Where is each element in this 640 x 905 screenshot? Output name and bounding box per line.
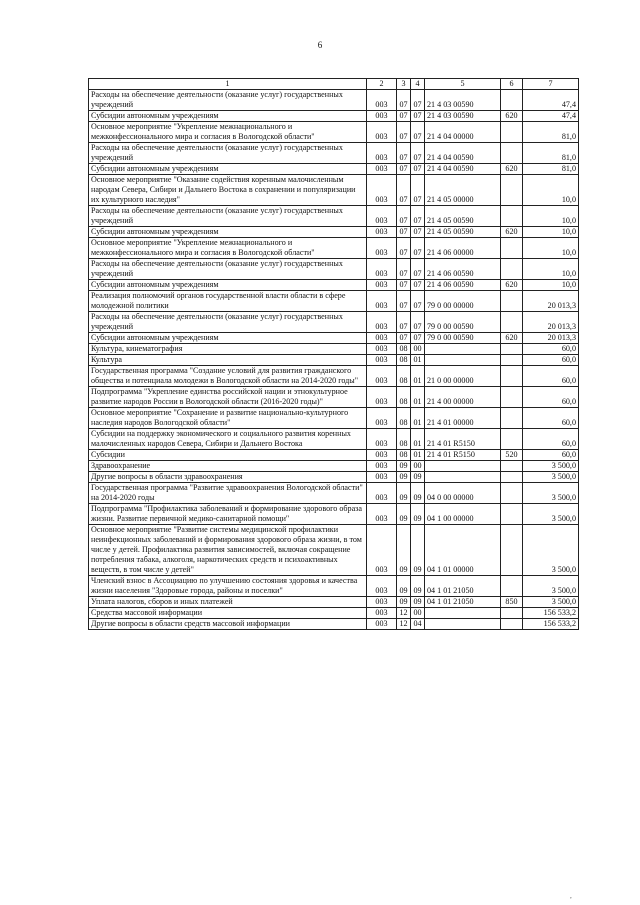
row-sum: 3 500,0 <box>523 597 579 608</box>
row-sum: 20 013,3 <box>523 291 579 312</box>
row-name: Уплата налогов, сборов и иных платежей <box>89 597 367 608</box>
row-pr: 01 <box>411 387 425 408</box>
row-name: Субсидии <box>89 450 367 461</box>
row-rz: 09 <box>397 597 411 608</box>
row-pr: 01 <box>411 450 425 461</box>
row-sum: 3 500,0 <box>523 472 579 483</box>
row-pr: 01 <box>411 355 425 366</box>
row-csr <box>425 608 501 619</box>
row-sum: 81,0 <box>523 164 579 175</box>
row-rz: 07 <box>397 312 411 333</box>
row-rz: 08 <box>397 450 411 461</box>
row-csr: 21 4 01 00000 <box>425 408 501 429</box>
row-ved: 003 <box>367 387 397 408</box>
row-ved: 003 <box>367 366 397 387</box>
row-name: Субсидии автономным учреждениям <box>89 227 367 238</box>
row-sum: 3 500,0 <box>523 576 579 597</box>
table-row <box>89 111 579 122</box>
row-vr <box>501 366 523 387</box>
row-csr: 79 0 00 00590 <box>425 312 501 333</box>
header-cell: 4 <box>411 79 425 90</box>
row-vr: 620 <box>501 227 523 238</box>
row-pr: 09 <box>411 504 425 525</box>
row-ved: 003 <box>367 608 397 619</box>
row-sum: 3 500,0 <box>523 483 579 504</box>
row-vr <box>501 472 523 483</box>
row-pr: 07 <box>411 238 425 259</box>
row-vr: 620 <box>501 164 523 175</box>
table-row <box>89 344 579 355</box>
row-sum: 10,0 <box>523 175 579 206</box>
row-sum: 10,0 <box>523 238 579 259</box>
row-name: Субсидии автономным учреждениям <box>89 280 367 291</box>
row-ved: 003 <box>367 291 397 312</box>
row-pr: 07 <box>411 206 425 227</box>
row-name: Другие вопросы в области средств массовой информации <box>89 619 367 630</box>
row-ved: 003 <box>367 355 397 366</box>
row-sum: 156 533,2 <box>523 619 579 630</box>
row-pr: 07 <box>411 143 425 164</box>
table-row <box>89 461 579 472</box>
row-pr: 07 <box>411 90 425 111</box>
row-pr: 04 <box>411 619 425 630</box>
row-sum: 60,0 <box>523 355 579 366</box>
row-ved: 003 <box>367 122 397 143</box>
row-pr: 07 <box>411 175 425 206</box>
row-vr <box>501 355 523 366</box>
row-vr <box>501 206 523 227</box>
table-row <box>89 90 579 111</box>
row-sum: 3 500,0 <box>523 525 579 576</box>
header-cell: 1 <box>89 79 367 90</box>
row-csr: 21 0 00 00000 <box>425 366 501 387</box>
row-vr: 520 <box>501 450 523 461</box>
row-rz: 08 <box>397 408 411 429</box>
row-pr: 07 <box>411 291 425 312</box>
row-ved: 003 <box>367 408 397 429</box>
row-vr <box>501 608 523 619</box>
row-pr: 07 <box>411 259 425 280</box>
table-row <box>89 238 579 259</box>
row-pr: 09 <box>411 472 425 483</box>
row-csr: 21 4 01 R5150 <box>425 450 501 461</box>
row-sum: 60,0 <box>523 387 579 408</box>
row-csr <box>425 344 501 355</box>
row-vr <box>501 312 523 333</box>
row-ved: 003 <box>367 333 397 344</box>
row-vr <box>501 175 523 206</box>
scan-mark: , <box>570 892 572 900</box>
row-csr: 79 0 00 00590 <box>425 333 501 344</box>
row-name: Культура <box>89 355 367 366</box>
row-ved: 003 <box>367 344 397 355</box>
budget-table <box>88 78 579 630</box>
row-csr: 21 4 05 00000 <box>425 175 501 206</box>
row-csr: 21 4 01 R5150 <box>425 429 501 450</box>
row-name: Здравоохранение <box>89 461 367 472</box>
table-row <box>89 312 579 333</box>
row-vr <box>501 619 523 630</box>
row-vr <box>501 483 523 504</box>
row-vr: 620 <box>501 333 523 344</box>
row-name: Основное мероприятие "Развитие системы медицинской профилактики неинфекционных заболеваний и формирования здорового образа жизни, в том числе у детей. Профилактика развития зависимостей, включая сокращение потребления табака, алкоголя, наркотических средств и психоактивных веществ, в том числе у детей" <box>89 525 367 576</box>
row-pr: 01 <box>411 408 425 429</box>
row-sum: 60,0 <box>523 450 579 461</box>
row-vr <box>501 90 523 111</box>
page-number: 6 <box>317 40 323 50</box>
row-pr: 09 <box>411 597 425 608</box>
table-row <box>89 619 579 630</box>
row-sum: 10,0 <box>523 206 579 227</box>
row-rz: 07 <box>397 175 411 206</box>
row-pr: 07 <box>411 333 425 344</box>
row-vr <box>501 291 523 312</box>
row-pr: 07 <box>411 111 425 122</box>
table-row <box>89 143 579 164</box>
row-name: Культура, кинематография <box>89 344 367 355</box>
row-rz: 07 <box>397 291 411 312</box>
row-rz: 09 <box>397 461 411 472</box>
header-cell: 3 <box>397 79 411 90</box>
row-name: Субсидии автономным учреждениям <box>89 333 367 344</box>
header-cell: 5 <box>425 79 501 90</box>
row-csr: 21 4 03 00590 <box>425 90 501 111</box>
row-sum: 3 500,0 <box>523 461 579 472</box>
row-ved: 003 <box>367 576 397 597</box>
row-pr: 09 <box>411 525 425 576</box>
row-pr: 09 <box>411 483 425 504</box>
row-rz: 07 <box>397 143 411 164</box>
row-name: Расходы на обеспечение деятельности (оказание услуг) государственных учреждений <box>89 206 367 227</box>
row-rz: 07 <box>397 227 411 238</box>
row-pr: 09 <box>411 576 425 597</box>
row-rz: 07 <box>397 259 411 280</box>
row-sum: 60,0 <box>523 429 579 450</box>
row-pr: 07 <box>411 227 425 238</box>
row-vr <box>501 576 523 597</box>
row-sum: 10,0 <box>523 280 579 291</box>
row-vr <box>501 461 523 472</box>
row-csr: 21 4 05 00590 <box>425 227 501 238</box>
row-sum: 47,4 <box>523 111 579 122</box>
row-vr <box>501 259 523 280</box>
row-name: Подпрограмма "Укрепление единства российской нации и этнокультурное развитие народов России в Вологодской области (2016-2020 годы)" <box>89 387 367 408</box>
row-rz: 08 <box>397 366 411 387</box>
row-ved: 003 <box>367 504 397 525</box>
row-sum: 60,0 <box>523 366 579 387</box>
table-row <box>89 608 579 619</box>
row-pr: 07 <box>411 164 425 175</box>
row-pr: 00 <box>411 461 425 472</box>
table-row <box>89 450 579 461</box>
table-row <box>89 333 579 344</box>
table-row <box>89 525 579 576</box>
table-row <box>89 164 579 175</box>
row-ved: 003 <box>367 472 397 483</box>
row-ved: 003 <box>367 429 397 450</box>
row-name: Основное мероприятие "Оказание содействия коренным малочисленным народам Севера, Сибири и Дальнего Востока в сохранении и популяризации их культурного наследия" <box>89 175 367 206</box>
row-rz: 07 <box>397 333 411 344</box>
row-ved: 003 <box>367 143 397 164</box>
table-row <box>89 291 579 312</box>
table-row <box>89 355 579 366</box>
row-pr: 00 <box>411 608 425 619</box>
row-rz: 08 <box>397 387 411 408</box>
row-ved: 003 <box>367 227 397 238</box>
row-name: Реализация полномочий органов государственной власти области в сфере молодежной политики <box>89 291 367 312</box>
table-row <box>89 472 579 483</box>
row-ved: 003 <box>367 619 397 630</box>
row-sum: 20 013,3 <box>523 312 579 333</box>
row-rz: 07 <box>397 111 411 122</box>
row-ved: 003 <box>367 450 397 461</box>
row-csr: 04 1 01 00000 <box>425 525 501 576</box>
row-vr <box>501 387 523 408</box>
row-name: Субсидии автономным учреждениям <box>89 164 367 175</box>
table-row <box>89 504 579 525</box>
row-pr: 07 <box>411 122 425 143</box>
row-name: Расходы на обеспечение деятельности (оказание услуг) государственных учреждений <box>89 90 367 111</box>
row-name: Субсидии автономным учреждениям <box>89 111 367 122</box>
header-cell: 2 <box>367 79 397 90</box>
row-csr: 21 4 06 00590 <box>425 280 501 291</box>
row-vr: 620 <box>501 111 523 122</box>
row-ved: 003 <box>367 259 397 280</box>
row-csr: 21 4 04 00000 <box>425 122 501 143</box>
row-vr <box>501 238 523 259</box>
row-ved: 003 <box>367 312 397 333</box>
row-pr: 01 <box>411 429 425 450</box>
row-csr: 21 4 05 00590 <box>425 206 501 227</box>
row-name: Государственная программа "Создание условий для развития гражданского общества и потенциала молодежи в Вологодской области на 2014-2020 годы" <box>89 366 367 387</box>
row-vr <box>501 344 523 355</box>
row-csr: 04 1 01 21050 <box>425 597 501 608</box>
row-pr: 07 <box>411 280 425 291</box>
row-ved: 003 <box>367 164 397 175</box>
row-name: Государственная программа "Развитие здравоохранения Вологодской области" на 2014-2020 годы <box>89 483 367 504</box>
row-csr: 21 4 04 00590 <box>425 164 501 175</box>
row-rz: 07 <box>397 280 411 291</box>
row-rz: 08 <box>397 355 411 366</box>
row-name: Другие вопросы в области здравоохранения <box>89 472 367 483</box>
header-cell: 7 <box>523 79 579 90</box>
row-csr <box>425 619 501 630</box>
table-row <box>89 597 579 608</box>
row-rz: 07 <box>397 238 411 259</box>
row-csr: 79 0 00 00000 <box>425 291 501 312</box>
table-row <box>89 366 579 387</box>
table-row <box>89 429 579 450</box>
row-name: Расходы на обеспечение деятельности (оказание услуг) государственных учреждений <box>89 143 367 164</box>
row-sum: 60,0 <box>523 408 579 429</box>
row-name: Подпрограмма "Профилактика заболеваний и формирование здорового образа жизни. Развитие первичной медико-санитарной помощи" <box>89 504 367 525</box>
row-csr <box>425 355 501 366</box>
row-rz: 07 <box>397 164 411 175</box>
row-vr <box>501 504 523 525</box>
row-ved: 003 <box>367 280 397 291</box>
row-name: Основное мероприятие "Укрепление межнационального и межконфессионального мира и согласия в Вологодской области" <box>89 122 367 143</box>
row-csr: 04 1 00 00000 <box>425 504 501 525</box>
row-sum: 20 013,3 <box>523 333 579 344</box>
row-rz: 07 <box>397 206 411 227</box>
row-ved: 003 <box>367 111 397 122</box>
row-rz: 07 <box>397 122 411 143</box>
row-pr: 00 <box>411 344 425 355</box>
row-vr <box>501 429 523 450</box>
row-sum: 47,4 <box>523 90 579 111</box>
row-vr <box>501 408 523 429</box>
row-csr: 04 1 01 21050 <box>425 576 501 597</box>
row-name: Субсидии на поддержку экономического и социального развития коренных малочисленных народов Севера, Сибири и Дальнего Востока <box>89 429 367 450</box>
row-csr: 04 0 00 00000 <box>425 483 501 504</box>
row-ved: 003 <box>367 206 397 227</box>
row-name: Расходы на обеспечение деятельности (оказание услуг) государственных учреждений <box>89 312 367 333</box>
row-sum: 10,0 <box>523 227 579 238</box>
row-rz: 09 <box>397 504 411 525</box>
row-ved: 003 <box>367 525 397 576</box>
row-vr <box>501 143 523 164</box>
row-csr: 21 4 04 00590 <box>425 143 501 164</box>
row-ved: 003 <box>367 483 397 504</box>
row-rz: 09 <box>397 576 411 597</box>
row-name: Членский взнос в Ассоциацию по улучшению состояния здоровья и качества жизни населения "Здоровые города, районы и поселки" <box>89 576 367 597</box>
table-row <box>89 206 579 227</box>
row-vr <box>501 122 523 143</box>
row-ved: 003 <box>367 597 397 608</box>
row-rz: 12 <box>397 619 411 630</box>
row-name: Средства массовой информации <box>89 608 367 619</box>
row-rz: 07 <box>397 90 411 111</box>
row-name: Основное мероприятие "Укрепление межнационального и межконфессионального мира и согласия в Вологодской области" <box>89 238 367 259</box>
table-row <box>89 227 579 238</box>
row-csr <box>425 461 501 472</box>
row-csr <box>425 472 501 483</box>
table-row <box>89 259 579 280</box>
row-rz: 08 <box>397 429 411 450</box>
table-row <box>89 175 579 206</box>
table-header-row <box>89 79 579 90</box>
row-rz: 12 <box>397 608 411 619</box>
row-pr: 07 <box>411 312 425 333</box>
row-csr: 21 4 06 00590 <box>425 259 501 280</box>
row-name: Расходы на обеспечение деятельности (оказание услуг) государственных учреждений <box>89 259 367 280</box>
row-vr: 620 <box>501 280 523 291</box>
row-vr <box>501 525 523 576</box>
row-name: Основное мероприятие "Сохранение и развитие национально-культурного наследия народов Вологодской области" <box>89 408 367 429</box>
table-body <box>89 79 579 630</box>
row-ved: 003 <box>367 238 397 259</box>
row-sum: 156 533,2 <box>523 608 579 619</box>
row-ved: 003 <box>367 90 397 111</box>
row-rz: 09 <box>397 472 411 483</box>
row-csr: 21 4 06 00000 <box>425 238 501 259</box>
row-rz: 09 <box>397 525 411 576</box>
table-row <box>89 387 579 408</box>
row-csr: 21 4 03 00590 <box>425 111 501 122</box>
row-sum: 81,0 <box>523 122 579 143</box>
table-row <box>89 408 579 429</box>
header-cell: 6 <box>501 79 523 90</box>
table-row <box>89 576 579 597</box>
row-ved: 003 <box>367 461 397 472</box>
row-sum: 81,0 <box>523 143 579 164</box>
row-sum: 3 500,0 <box>523 504 579 525</box>
table-row <box>89 483 579 504</box>
row-vr: 850 <box>501 597 523 608</box>
row-pr: 01 <box>411 366 425 387</box>
row-csr: 21 4 00 00000 <box>425 387 501 408</box>
row-ved: 003 <box>367 175 397 206</box>
row-sum: 60,0 <box>523 344 579 355</box>
table-row <box>89 280 579 291</box>
row-sum: 10,0 <box>523 259 579 280</box>
row-rz: 08 <box>397 344 411 355</box>
table-row <box>89 122 579 143</box>
row-rz: 09 <box>397 483 411 504</box>
